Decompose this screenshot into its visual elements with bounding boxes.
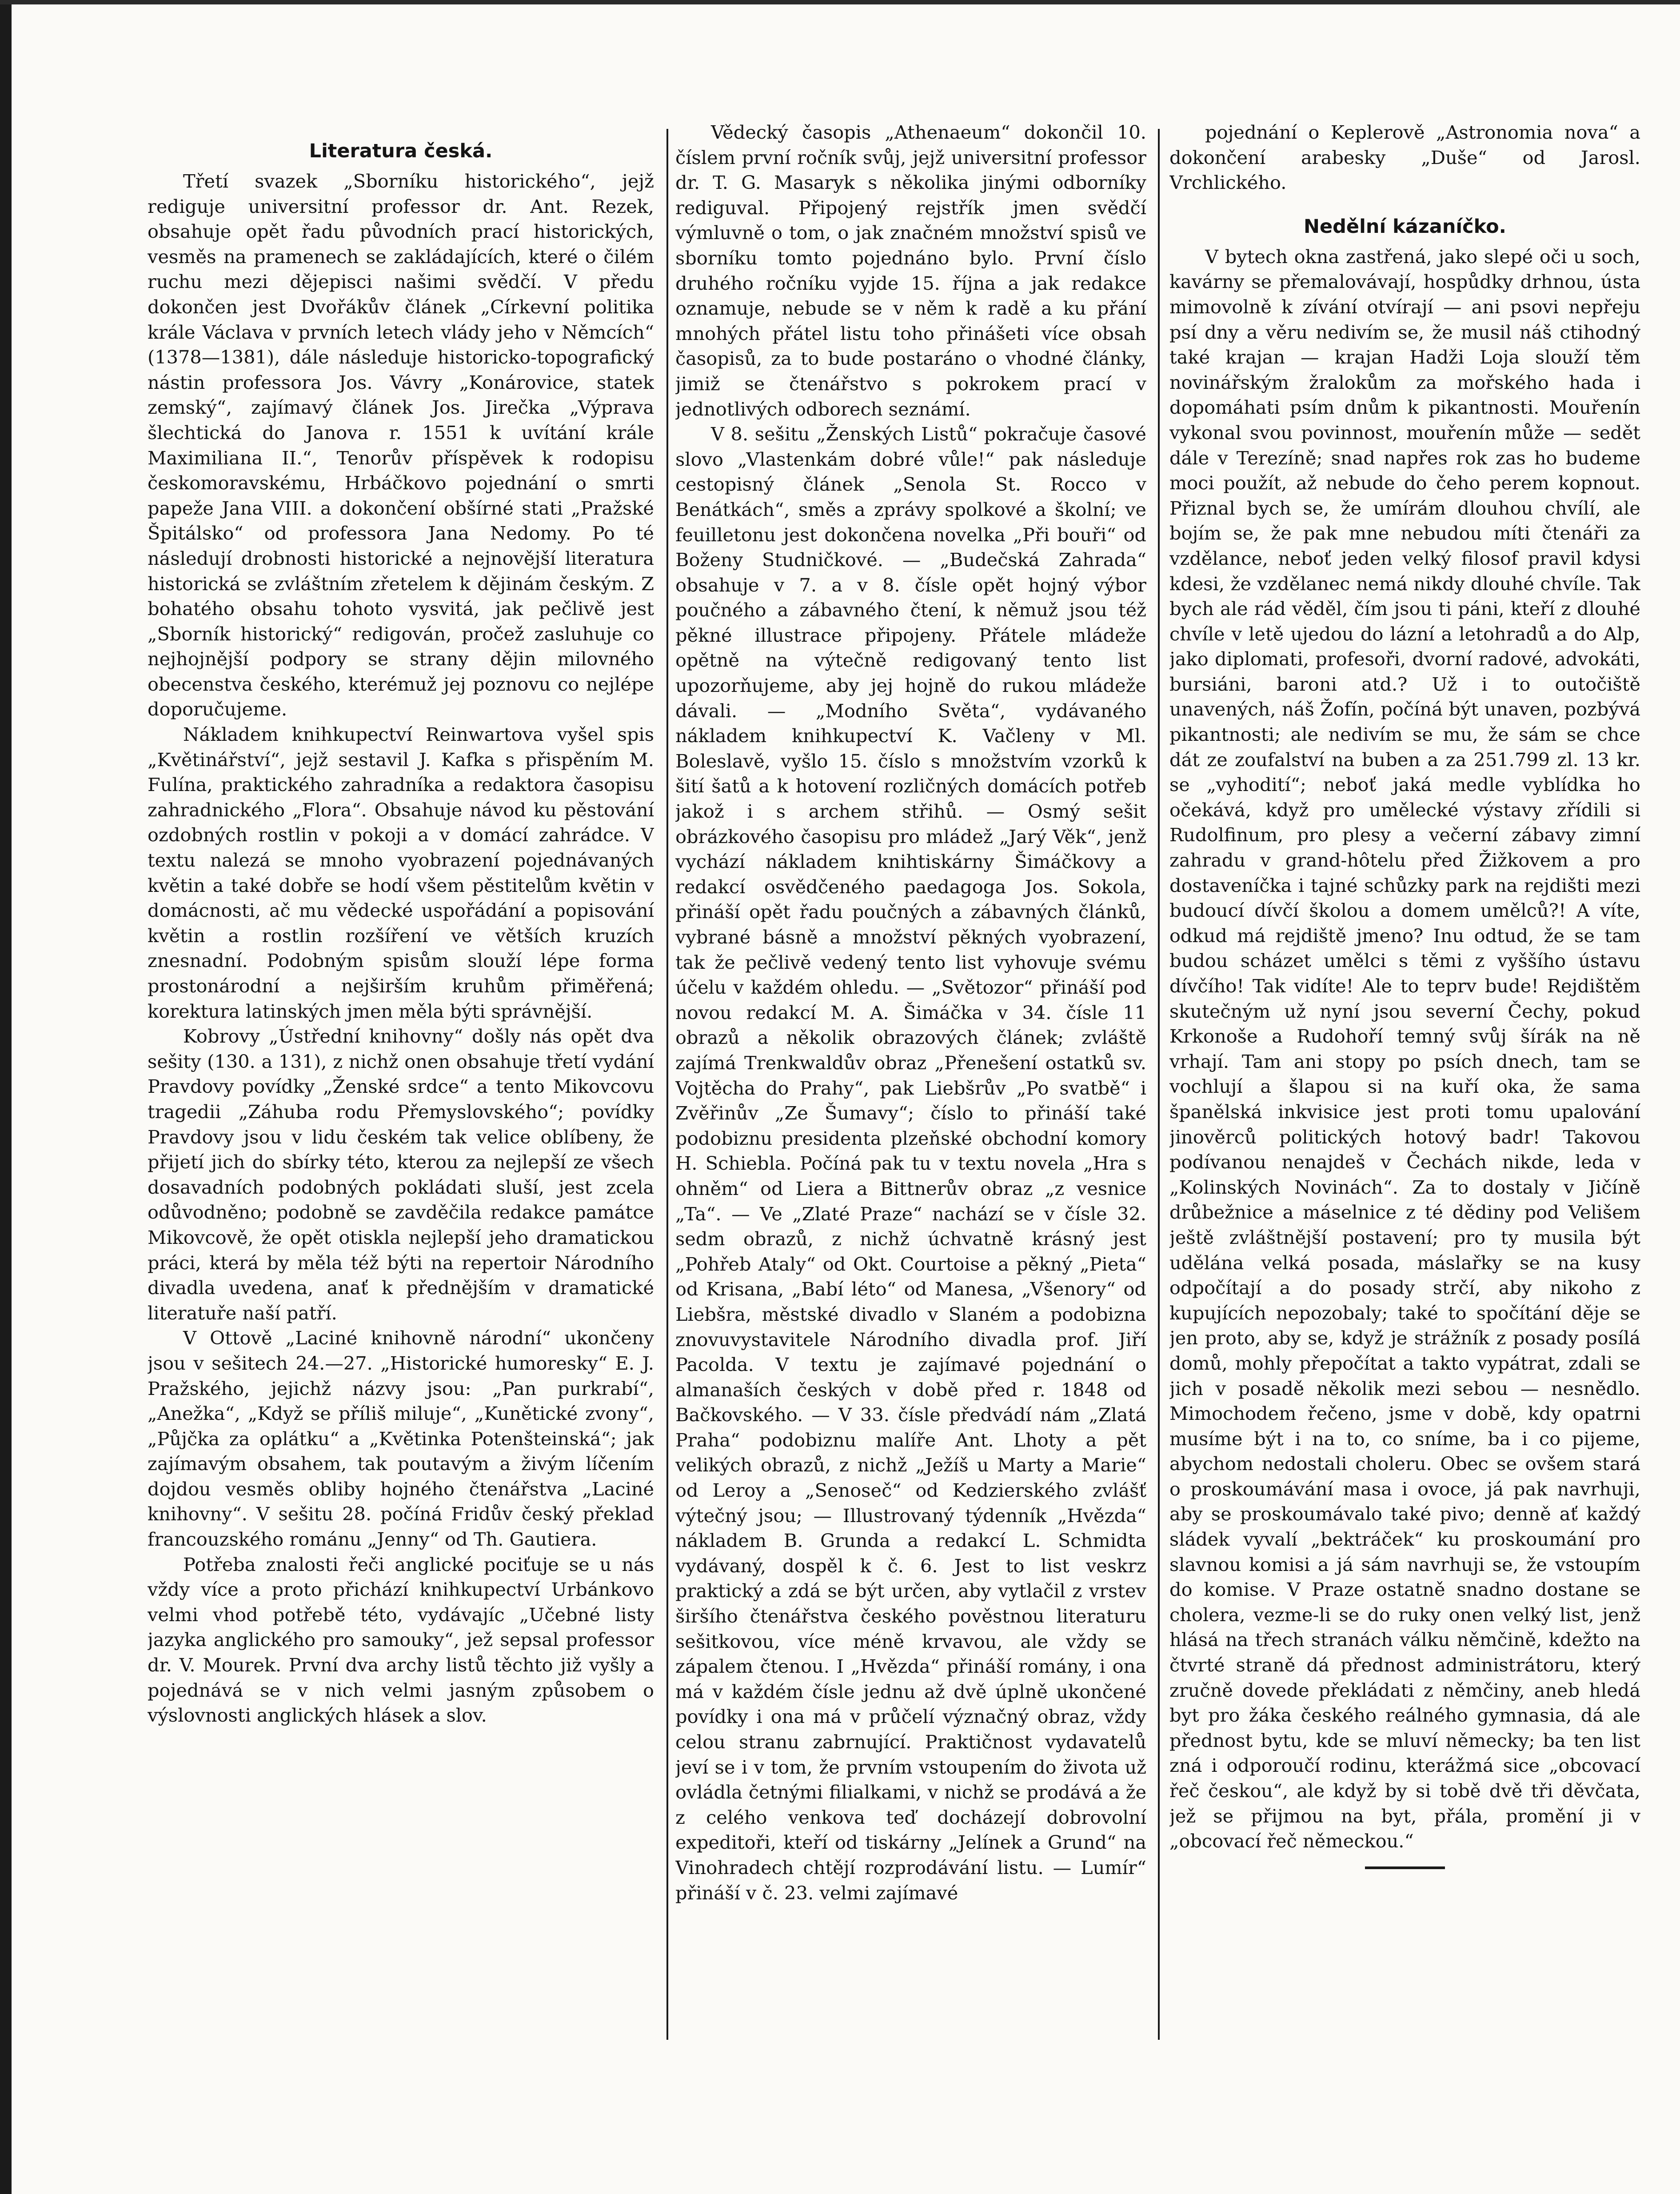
paragraph-athenaeum: Vědecký časopis „Athenaeum“ dokončil 10. číslem první ročník svůj, jejž universitní professor dr. T. G. Masaryk s několika jinými odborníky rediguval. Připojený rejstřík jmen svědčí výmluvně o tom, o jak značném množství spisů ve sborníku tomto pojednáno bylo. První číslo druhého ročníku vyjde 15. října a jak redakce oznamuje, nebude se v něm k radě a ku přání mnohých přátel listu toho přinášeti více obsah časopisů, za to bude postaráno o vhodné články, jimiž se čtenářstvo s pokrokem prací v jednotlivých odborech seznámí. (675, 121, 1146, 420)
column-2 (675, 120, 1146, 2044)
paragraph-kazanicko: V bytech okna zastřená, jako slepé oči u soch, kavárny se přemalovávají, hospůdky drhnou, ústa mimovolně k zívání otvírají — ani psovi nepřeju psí dny a věru nedivím se, že musil náš ctihodný také krajan — krajan Hadži Loja slouží těm novinářským žralokům za mořského hada i dopomáhati psím dnům k pikantnosti. Mouřenín vykonal svou povinnost, mouřenín může — sedět dále v Terezíně; snad napřes rok zas ho budeme moci použít, až nebude do čeho perem kopnout. Přiznal bych se, že umírám dlouhou chvílí, ale bojím se, že pak mne nebudou míti čtenáři za vzdělance, neboť jeden velký filosof pravil kdysi kdesi, že vzdělanec nemá nikdy dlouhé chvíle. Tak bych ale rád věděl, čím jsou ti páni, kteří z dlouhé chvíle v letě ujedou do lázní a letohradů a do Alp, jako diplomati, profesoři, dvorní radové, advokáti, bursiáni, baroni atd.? Už i to outočiště unavených, náš Žofín, počíná být unaven, pozbývá pikantnosti; ale nedivím se mu, že sám se chce dát ze zoufalství na buben a za 251.799 zl. 13 kr. se „vyhodití“; neboť jaká medle vyblídka ho očekává, když pro umělecké výstavy zřídili si Rudolfinum, pro plesy a večerní zábavy zimní zahradu v grand-hôtelu před Žižkovem a pro dostaveníčka i tajné schůzky park na rejdišti mezi budoucí dívčí školou a domem umělců?! A víte, odkud má rejdiště jmeno? Inu odtud, že se tam budou scházet umělci s těmi z vyššího ústavu dívčího! Tak vidíte! Ale to teprv bude! Rejdištěm skutečným už nyní jsou severní Čechy, pokud Krkonoše a Rudohoří temný svůj šírák na ně vrhají. Tam ani stopy po psích dnech, tam se vochlují a šlapou si na kuří oka, že sama španělská inkvisice jest proti tomu upalování jinověrců politických hotový badr! Takovou podívanou nenajdeš v Čechách nikde, leda v „Kolinských Novinách“. Za to dostaly v Jičíně drůbežnice a máselnice z té dědiny pod Velišem ještě zvláštnější postavení; pro ty musila být udělána velká posada, máslařky se na kusy odpočítají a do posady strčí, aby nikoho z kupujících nepozobaly; také to spočítání děje se jen proto, aby se, když je strážník z posady posílá domů, mohly přepočítat a takto vypátrat, zdali se jich v posadě několik mezi sebou — nesnědlo. Mimochodem řečeno, jsme v době, kdy opatrni musíme být i na to, co sníme, ba i co pijeme, abychom nedostali choleru. Obec se ovšem stará o proskoumávání masa i ovoce, já pak navrhuji, aby se proskoumávalo také pivo; denně ať každý sládek vyvalí „bektráček“ ku proskoumání pro slavnou komisi a já sám navrhuji se, že vstoupím do komise. V Praze ostatně snadno dostane se cholera, vezme-li se do ruky onen velký list, jenž hlásá na třech stranách válku němčině, kdežto na čtvrté straně dá přednost administrátoru, který zručně dovede překládati z němčiny, aneb hledá byt pro žáka českého reálného gymnasia, dá ale přednost bytu, kde se mluví německy; ba ten list zná i odporoučí rodinu, kterážmá sice „obcovací řeč českou“, ale když by si tobě dvě tři děvčata, jež se přijmou na byt, přála, promění ji v „obcovací řeč německou.“ (1169, 245, 1640, 1852)
paragraph-anglictina: Potřeba znalosti řeči anglické pociťuje se u nás vždy více a proto přichází knihkupectví Urbánkovo velmi vhod potřebě této, vydávajíc „Učebné listy jazyka anglického pro samouky“, jež sepsal professor dr. V. Mourek. První dva archy listů těchto již vyšly a pojednává se v nich velmi jasným způsobem o výslovnosti anglických hlásek a slov. (148, 1553, 654, 1726)
paragraph-ottova-knihovna: V Ottově „Laciné knihovně národní“ ukončeny jsou v sešitech 24.—27. „Historické humoresky“ E. J. Pražského, jejichž názvy jsou: „Pan purkrabí“, „Anežka“, „Když se příliš miluje“, „Kunětické zvony“, „Půjčka za oplátku“ a „Květinka Potenšteinská“; jak zajímavým obsahem, tak poutavým a živým líčením dojdou vesměs obliby hojného čtenářstva „Laciné knihovny“. V sešitu 28. počíná Fridův český překlad francouzského románu „Jenny“ od Th. Gautiera. (148, 1327, 654, 1551)
column-3 (1169, 120, 1640, 2044)
paragraph-kobrovy-knihovna: Kobrovy „Ústřední knihovny“ došly nás opět dva sešity (130. a 131), z nichž onen obsahuje třetí vydání Pravdovy povídky „Ženské srdce“ a tento Mikovcovu tragedii „Záhuba rodu Přemyslovského“; povídky Pravdovy jsou v lidu českém tak velice oblíbeny, že přijetí jich do sbírky této, kterou za nejlepší ze všech dosavadních podobných pokládati sluší, jest zcela odůvodněno; podobně se zavděčila redakce památce Mikovcově, že opět otiskla nejlepší jeho dramatickou práci, která by měla též býti na repertoir Národního divadla uvedena, anať k přednějším v dramatické literatuře naší patří. (148, 1025, 654, 1324)
article-title-kazanicko: Nedělní kázaníčko. (1304, 215, 1506, 238)
paragraph-lumir-continuation: pojednání o Keplerově „Astronomia nova“ a dokončení arabesky „Duše“ od Jarosl. Vrchlického. (1169, 121, 1640, 194)
article-title-literatura: Literatura česká. (309, 140, 493, 162)
paragraph-casopisy: V 8. sešitu „Ženských Listů“ pokračuje časové slovo „Vlastenkám dobré vůle!“ pak následuje cestopisný článek „Senola St. Rocco v Benátkách“, směs a zprávy spolkové a školní; ve feuilletonu jest dokončena novelka „Při bouři“ od Boženy Studničkové. — „Budečská Zahrada“ obsahuje v 7. a v 8. čísle opět hojný výbor poučného a zábavného čtení, k němuž jsou též pěkné illustrace připojeny. Přátele mládeže opětně na výtečně redigovaný tento list upozorňujeme, aby jej hojně do rukou mládeže dávali. — „Modního Světa“, vydávaného nákladem knihkupectví K. Vačleny v Ml. Boleslavě, vyšlo 15. číslo s množstvím vzorků k šití šatů a k hotovení rozličných domácích potřeb jakož i s archem střihů. — Osmý sešit obrázkového časopisu pro mládež „Jarý Věk“, jenž vychází nákladem knihtiskárny Šimáčkovy a redakcí osvědčeného paedagoga Jos. Sokola, přináší opět řadu poučných a zábavných článků, vybrané básně a množství pěkných vyobrazení, tak že pečlivě vedený tento list vyhovuje svému účelu v každém ohledu. — „Světozor“ přináší pod novou redakcí M. A. Šimáčka v 34. čísle 11 obrazů a několik obrazových článek; zvláště zajímá Trenkwaldův obraz „Přenešení ostatků sv. Vojtěcha do Prahy“, pak Liebšrův „Po svatbě“ i Zvěřinův „Ze Šumavy“; číslo to přináší také podobiznu presidenta plzeňské obchodní komory H. Schiebla. Počíná pak tu v textu novela „Hra s ohněm“ od Liera a Bittnerův obraz „z vesnice „Ta“. — Ve „Zlaté Praze“ nachází se v čísle 32. sedm obrazů, z nichž úchvatně krásný jest „Pohřeb Ataly“ od Okt. Courtoise a pěkný „Pieta“ od Krisana, „Babí léto“ od Manesa, „Všenory“ od Liebšra, městské divadlo v Slaném a podobizna znovuvystavitele Národního divadla prof. Jiří Pacolda. V textu je zajímavé pojednání o almanaších českých v době před r. 1848 od Bačkovského. — V 33. čísle předvádí nám „Zlatá Praha“ podobiznu malíře Ant. Lhoty a pět velikých obrazů, z nichž „Ježíš u Marty a Marie“ od Leroy a „Senoseč“ od Kedzierského zvlášť výtečný jsou; — Illustrovaný týdenník „Hvězda“ nákladem B. Grunda a redakcí L. Schmidta vydávaný, dospěl k č. 6. Jest to list veskrz praktický a zdá se být určen, aby vytlačil z vrstev širšího čtenářstva českého pověstnou literaturu sešitkovou, více méně krvavou, ale vždy se zápalem čtenou. I „Hvězda“ přináší romány, i ona má v každém čísle jednu až dvě úplně ukončené povídky i ona má v průčelí význačný obraz, vždy celou stranu zabrnující. Praktičnost vydavatelů jeví se i v tom, že prvním vstoupením do života už ovládla četnými filialkami, v nichž se prodává a že z celého venkova teď docházejí dobrovolní expeditoři, kteří od tiskárny „Jelínek a Grund“ na Vinohradech chtějí rozprodávání listu. — Lumír“ přináší v č. 23. velmi zajímavé (675, 423, 1146, 1904)
paragraph-sbornik: Třetí svazek „Sborníku historického“, jejž rediguje universitní professor dr. Ant. Rezek, obsahuje opět řadu původních prací historických, vesměs na pramenech se zakládajících, které o čilém ruchu mezi dějepisci našimi svědčí. V předu dokončen jest Dvořákův článek „Církevní politika krále Václava v prvních letech vlády jeho v Němcích“ (1378—1381), dále následuje historicko-topografický nástin professora Jos. Vávry „Konárovice, statek zemský“, zajímavý článek Jos. Jirečka „Výprava šlechtická do Janova r. 1551 k uvítání krále Maximiliana II.“, Tenorův příspěvek k rodopisu českomoravskému, Hrbáčkovo pojednání o smrti papeže Jana VIII. a dokončení obšírné stati „Pražské Špitálsko“ od professora Jana Nedomy. Po té následují drobnosti historické a nejnovější literatura historická se zvláštním zřetelem k dějinám českým. Z bohatého obsahu tohoto vysvitá, jak pečlivě jest „Sborník historický“ redigován, pročež zasluhuje co nejhojnější podpory se strany dějin milovného obecenstva českého, kterémuž jej poznovu co nejlépe doporučujeme. (148, 170, 654, 720)
paragraph-kvetinarstvi: Nákladem knihkupectví Reinwartova vyšel spis „Květinářství“, jejž sestavil J. Kafka s přispěním M. Fulína, praktického zahradníka a redaktora časopisu zahradnického „Flora“. Obsahuje návod ku pěstování ozdobných rostlin v pokoji a v domácí zahrádce. V textu nalezá se mnoho vyobrazení pojednávaných květin a také dobře se hodí všem pěstitelům květin v domácnosti, ač mu vědecké uspořádání a popisování květin a rostlin rozšíření ve větších kruzích znesnadní. Podobným spisům slouží lépe forma prostonárodní a nejširším kruhům přiměřená; korektura latinských jmen měla býti správnější. (148, 723, 654, 1022)
end-rule (1365, 1866, 1445, 1869)
scan-edge-left (0, 0, 12, 2194)
scan-edge-top (0, 0, 1680, 4)
column-divider-1 (666, 129, 668, 2040)
column-1 (148, 120, 654, 2044)
column-divider-2 (1158, 129, 1160, 2040)
